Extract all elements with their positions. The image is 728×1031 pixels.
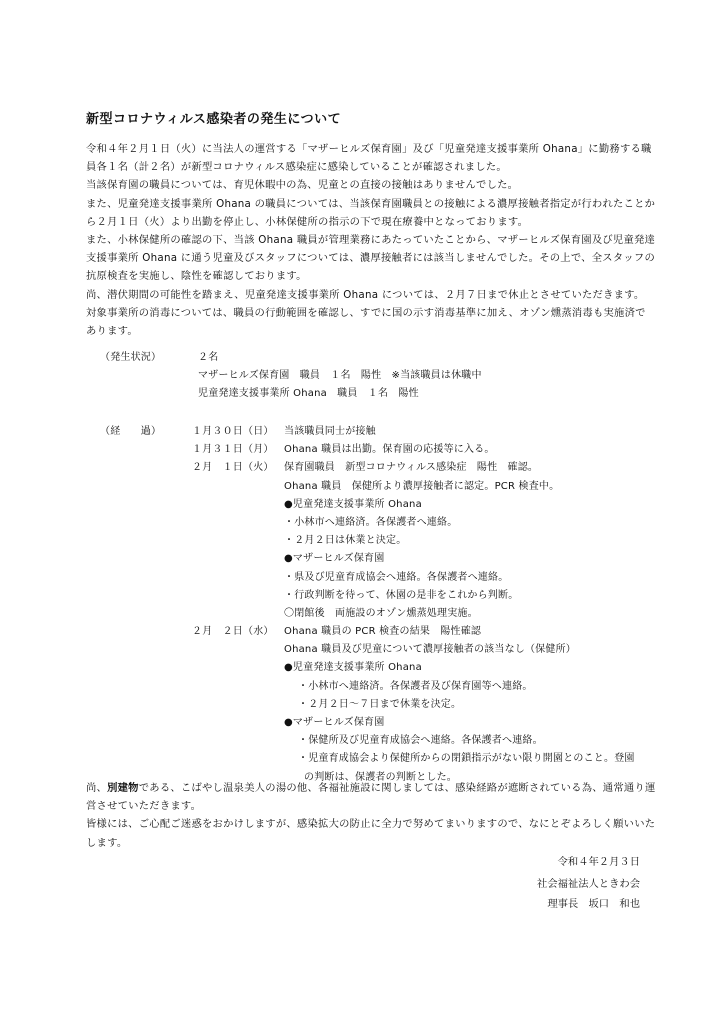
progress-text: 当該職員同士が接触 [284, 426, 376, 437]
progress-text: ●児童発達支援事業所 Ohana [284, 498, 422, 510]
progress-text: Ohana 職員及び児童について濃厚接触者の該当なし（保健所） [284, 644, 576, 656]
signature-person: 理事長 坂口 和也 [547, 898, 640, 910]
paragraph-nursery-staff: 当該保育園の職員については、育児休暇中の為、児童との直接の接触はありませんでした。 [86, 179, 519, 192]
status-label: （発生状況） [100, 352, 162, 363]
body-text [86, 140, 656, 340]
progress-text: ・２月２日～７日まで休業を決定。 [298, 698, 462, 710]
progress-text: の判断は、保護者の判断とした。 [304, 771, 457, 783]
paragraph-other-facilities [86, 779, 656, 815]
progress-text: ●マザーヒルズ保育園 [284, 553, 385, 565]
signature-date: 令和４年２月３日 [557, 856, 640, 868]
progress-text: 保育園職員 新型コロナウィルス感染症 陽性 確認。 [284, 462, 539, 474]
closing-bold: 別建物 [107, 782, 139, 794]
progress-date: ２月 ２日（水） [192, 626, 274, 638]
paragraph-ohana-staff: また、児童発達支援事業所 Ohana の職員については、当該保育園職員との接触による濃厚接触者指定が行われたことから２月１日（火）より出勤を停止し、小林保健所の指示の下で現在療養中となっております。 [86, 197, 656, 228]
progress-text: ・小林市へ連絡済。各保護者へ連絡。 [284, 516, 458, 528]
signature-organization: 社会福祉法人ときわ会 [537, 878, 640, 890]
progress-text: ・県及び児童育成協会へ連絡。各保護者へ連絡。 [284, 571, 509, 583]
progress-section [0, 423, 728, 787]
progress-date: １月３１日（月） [192, 444, 274, 456]
progress-text: ・児童育成協会より保健所からの閉鎖指示がない限り開園とのこと。登園 [298, 753, 635, 765]
progress-text: Ohana 職員 保健所より濃厚接触者に認定。PCR 検査中。 [284, 480, 560, 492]
progress-text: ・行政判断を待って、休園の是非をこれから判断。 [284, 589, 519, 601]
progress-text: ・保健所及び児童育成協会へ連絡。各保護者へ連絡。 [298, 735, 543, 747]
paragraph-health-center-check: また、小林保健所の確認の下、当該 Ohana 職員が管理業務にあたっていたことから、マザーヒルズ保育園及び児童発達支援事業所 Ohana に通う児童及びスタッフについては、濃厚接触者には該当しませんでした。その上で、全スタッフの抗原検査を実施し、陰性を確認しております。 [86, 234, 656, 283]
status-section [0, 349, 728, 404]
progress-date: １月３０日（日） [192, 426, 274, 437]
paragraph-apology: 皆様には、ご心配ご迷惑をおかけしますが、感染拡大の防止に全力で努めてまいりますので、なにとぞよろしく願いいたします。 [86, 818, 656, 849]
status-count: ２名 [198, 352, 219, 363]
progress-text: 〇閉館後 両施設のオゾン燻蒸処理実施。 [284, 607, 478, 619]
progress-text: ●マザーヒルズ保育園 [284, 717, 385, 728]
closing-text [86, 779, 656, 852]
progress-label: （経 過） [100, 426, 162, 437]
closing-rest: である、こばやし温泉美人の湯の他、各福祉施設に関しましては、感染経路が遮断されている為、通常通り運営させていただきます。 [86, 782, 656, 813]
progress-date: ２月 １日（火） [192, 462, 274, 474]
paragraph-disinfection: 対象事業所の消毒については、職員の行動範囲を確認し、すでに国の示す消毒基準に加え、オゾン燻蒸消毒も実施済であります。 [86, 306, 646, 338]
status-line-nursery: マザーヒルズ保育園 職員 １名 陽性 ※当該職員は休職中 [198, 370, 482, 382]
document-title: 新型コロナウィルス感染者の発生について [86, 112, 342, 127]
progress-text: ・２月２日は休業と決定。 [284, 535, 407, 547]
closing-prefix: 尚、 [86, 782, 108, 794]
progress-text: Ohana 職員の PCR 検査の結果 陽性確認 [284, 626, 482, 638]
progress-text: Ohana 職員は出勤。保育園の応援等に入る。 [284, 444, 495, 456]
paragraph-infection-report: 令和４年２月１日（火）に当法人の運営する「マザーヒルズ保育園」及び「児童発達支援事業所 Ohana」に勤務する職員各１名（計２名）が新型コロナウィルス感染症に感染していることが確認されました。 [86, 143, 652, 174]
progress-text: ・小林市へ連絡済。各保護者及び保育園等へ連絡。 [298, 680, 533, 692]
status-line-ohana: 児童発達支援事業所 Ohana 職員 １名 陽性 [198, 388, 419, 400]
paragraph-closure-notice: 尚、潜伏期間の可能性を踏まえ、児童発達支援事業所 Ohana については、２月７日まで休止とさせていただきます。 [86, 288, 645, 301]
progress-text: ●児童発達支援事業所 Ohana [284, 662, 422, 674]
